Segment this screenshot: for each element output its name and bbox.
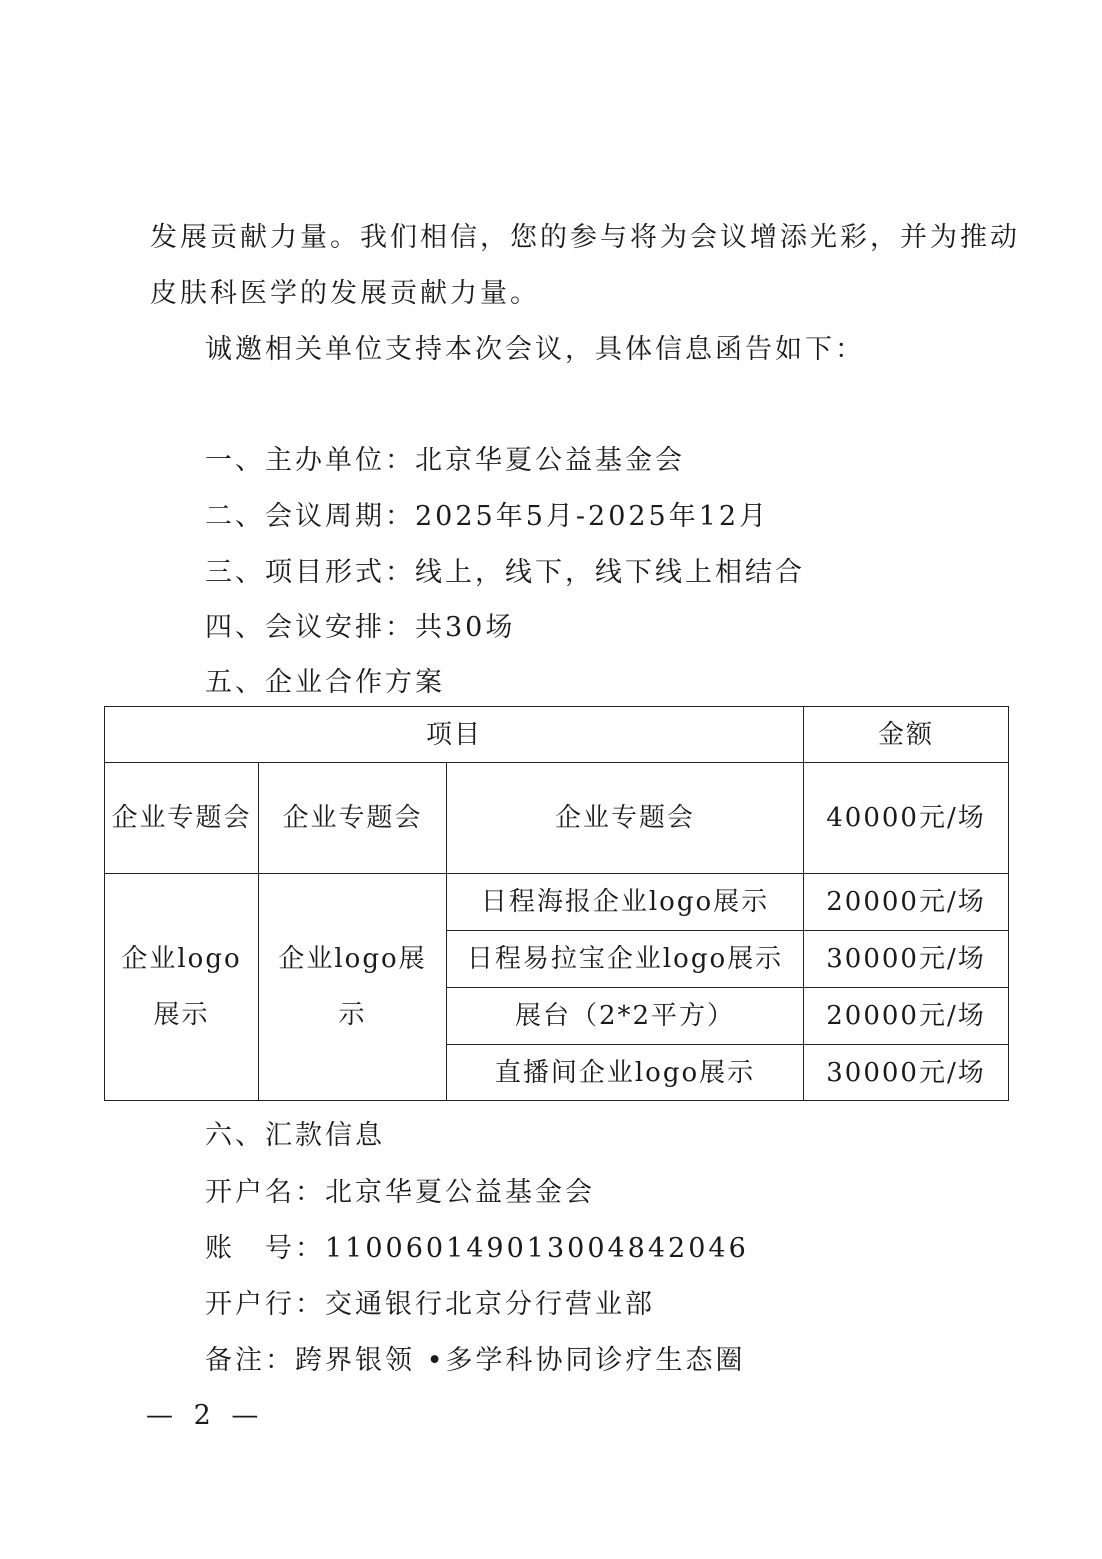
remit-account-name: 开户名：北京华夏公益基金会 — [205, 1177, 595, 1208]
group2-subcategory-cell: 企业logo展示 — [259, 874, 447, 1101]
table-row — [105, 874, 1009, 931]
body-text-line-1: 发展贡献力量。我们相信，您的参与将为会议增添光彩，并为推动 — [150, 222, 1020, 253]
group2-amount-cell: 30000元/场 — [804, 1045, 1009, 1101]
remit-bank: 开户行：交通银行北京分行营业部 — [205, 1289, 655, 1320]
group2-amount-cell: 30000元/场 — [804, 931, 1009, 988]
group2-amount-cell: 20000元/场 — [804, 874, 1009, 931]
group2-amount-cell: 20000元/场 — [804, 988, 1009, 1045]
table-row — [105, 763, 1009, 874]
remit-heading: 六、汇款信息 — [205, 1120, 385, 1151]
group1-category-cell: 企业专题会 — [105, 763, 259, 874]
info-item-format: 三、项目形式：线上，线下，线下线上相结合 — [205, 557, 805, 588]
header-amount-cell: 金额 — [804, 707, 1009, 763]
header-item-cell: 项目 — [105, 707, 804, 763]
group2-item-cell: 展台（2*2平方） — [447, 988, 804, 1045]
remit-note: 备注：跨界银领 •多学科协同诊疗生态圈 — [205, 1345, 746, 1376]
body-text-line-2: 皮肤科医学的发展贡献力量。 — [150, 278, 540, 309]
info-item-organizer: 一、主办单位：北京华夏公益基金会 — [205, 445, 685, 476]
invitation-text: 诚邀相关单位支持本次会议，具体信息函告如下： — [205, 334, 865, 365]
group2-category-cell: 企业logo展示 — [105, 874, 259, 1101]
page-number: — 2 — — [146, 1400, 265, 1431]
info-item-period: 二、会议周期：2025年5月-2025年12月 — [205, 501, 770, 532]
group1-item-cell: 企业专题会 — [447, 763, 804, 874]
group1-subcategory-cell: 企业专题会 — [259, 763, 447, 874]
group2-item-cell: 直播间企业logo展示 — [447, 1045, 804, 1101]
group2-item-cell: 日程海报企业logo展示 — [447, 874, 804, 931]
group1-amount-cell: 40000元/场 — [804, 763, 1009, 874]
info-item-cooperation-heading: 五、企业合作方案 — [205, 667, 445, 698]
table-header-row — [105, 707, 1009, 763]
cooperation-plan-table — [104, 706, 1009, 1101]
info-item-schedule: 四、会议安排：共30场 — [205, 612, 516, 643]
remit-account-number: 账 号：110060149013004842046 — [205, 1233, 749, 1264]
group2-item-cell: 日程易拉宝企业logo展示 — [447, 931, 804, 988]
